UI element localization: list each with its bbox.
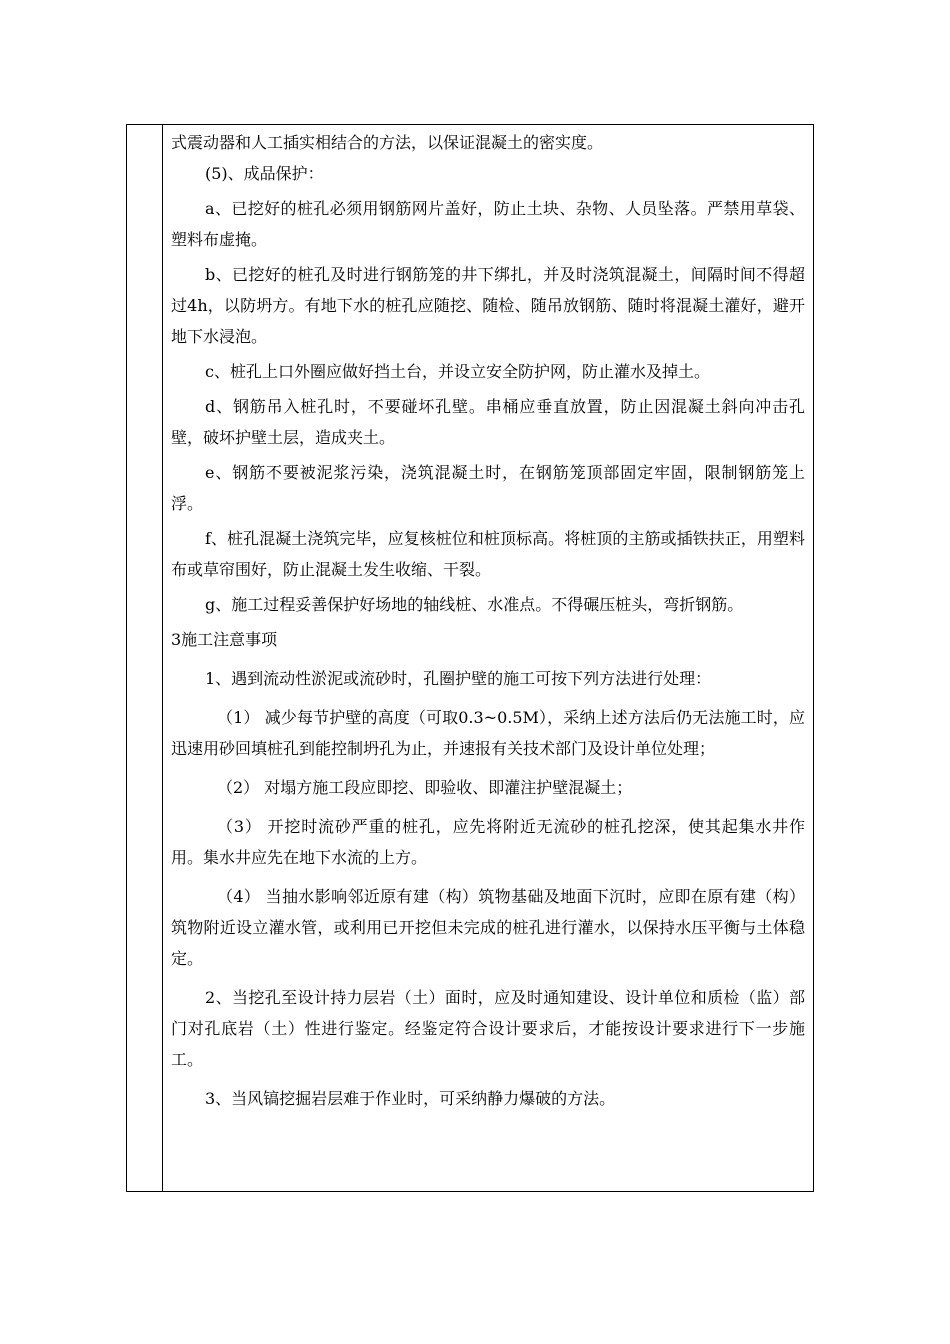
paragraph: 式震动器和人工插实相结合的方法，以保证混凝土的密实度。 [171,133,604,152]
paragraph: （2） 对塌方施工段应即挖、即验收、即灌注护壁混凝土； [217,778,633,797]
document-table [126,124,814,1192]
paragraph: 3、当风镐挖掘岩层难于作业时，可采纳静力爆破的方法。 [205,1089,616,1108]
section-heading: 3施工注意事项 [171,630,278,649]
paragraph: f、桩孔混凝土浇筑完毕，应复核桩位和桩顶标高。将桩顶的主筋或插铁扶正，用塑料布或草帘围好，防止混凝土发生收缩、干裂。 [171,529,805,579]
paragraph: e、钢筋不要被泥浆污染，浇筑混凝土时，在钢筋笼顶部固定牢固，限制钢筋笼上浮。 [171,463,805,513]
table-left-column [127,125,163,1191]
paragraph: 2、当挖孔至设计持力层岩（土）面时，应及时通知建设、设计单位和质检（监）部门对孔底岩（土）性进行鉴定。经鉴定符合设计要求后，才能按设计要求进行下一步施工。 [171,988,805,1069]
table-content-cell [163,125,813,1191]
paragraph: b、已挖好的桩孔及时进行钢筋笼的井下绑扎，并及时浇筑混凝土，间隔时间不得超过4h，以防坍方。有地下水的桩孔应随挖、随检、随吊放钢筋、随时将混凝土灌好，避开地下水浸泡。 [171,265,805,346]
paragraph: （1） 减少每节护壁的高度（可取0.3~0.5M），采纳上述方法后仍无法施工时，应迅速用砂回填桩孔到能控制坍孔为止，并速报有关技术部门及设计单位处理； [171,708,805,758]
paragraph: 1、遇到流动性淤泥或流砂时，孔圈护壁的施工可按下列方法进行处理： [205,669,712,688]
paragraph: (5)、成品保护： [205,164,324,183]
paragraph: c、桩孔上口外圈应做好挡土台，并设立安全防护网，防止灌水及掉土。 [205,362,710,381]
paragraph: g、施工过程妥善保护好场地的轴线桩、水准点。不得碾压桩头，弯折钢筋。 [205,595,744,614]
paragraph: a、已挖好的桩孔必须用钢筋网片盖好，防止土块、杂物、人员坠落。严禁用草袋、塑料布虚掩。 [171,199,805,249]
paragraph: d、钢筋吊入桩孔时，不要碰坏孔壁。串桶应垂直放置，防止因混凝土斜向冲击孔壁，破坏护壁土层，造成夹土。 [171,397,805,447]
paragraph: （4） 当抽水影响邻近原有建（构）筑物基础及地面下沉时，应即在原有建（构）筑物附近设立灌水管，或利用已开挖但未完成的桩孔进行灌水，以保持水压平衡与土体稳定。 [171,887,805,968]
paragraph: （3） 开挖时流砂严重的桩孔，应先将附近无流砂的桩孔挖深，使其起集水井作用。集水井应先在地下水流的上方。 [171,817,805,867]
